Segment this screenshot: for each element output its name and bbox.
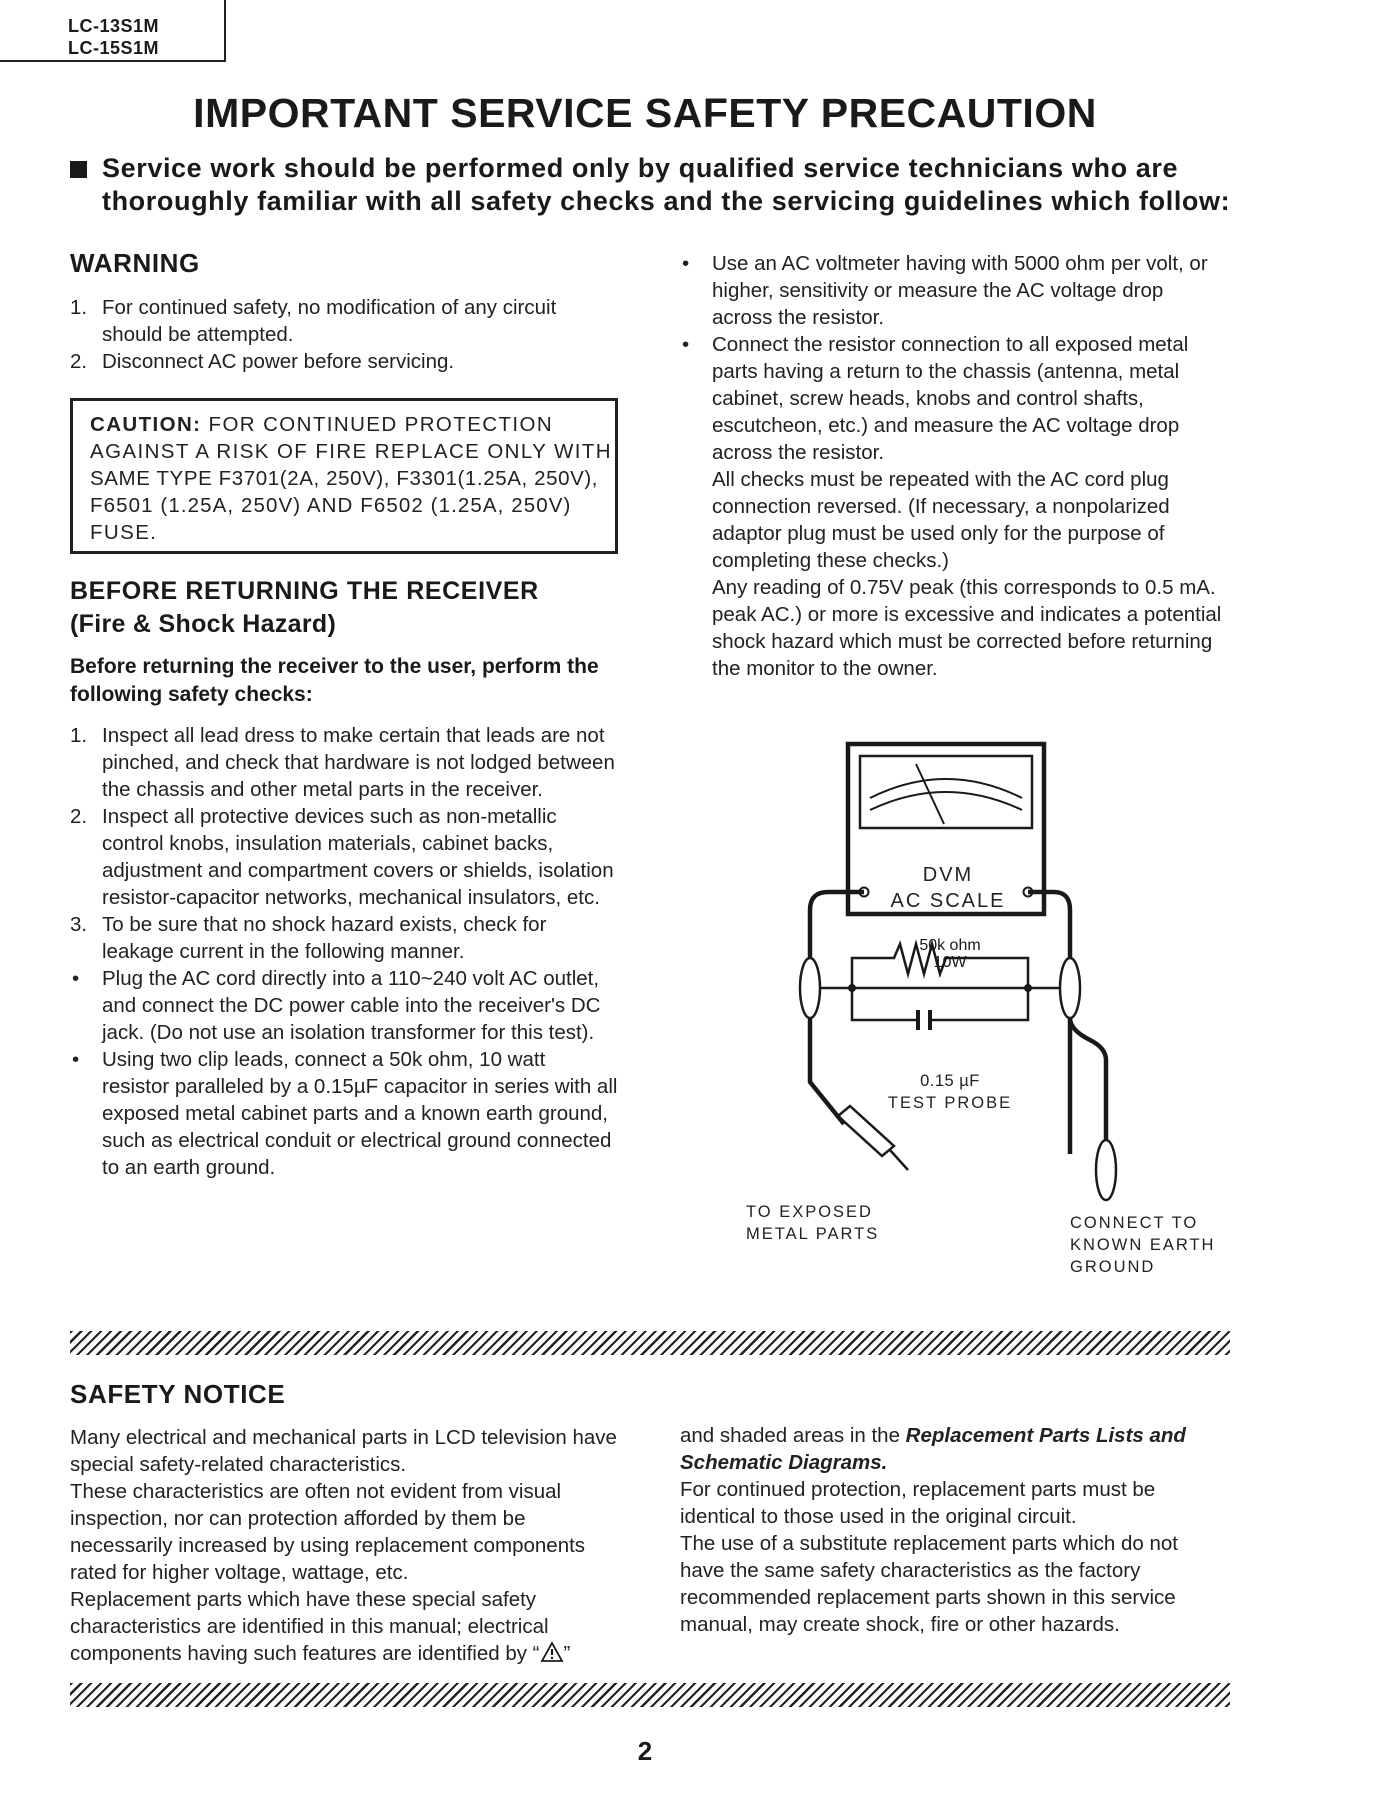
list-text: Connect the resistor connection to all exposed metal parts having a return to the chassis (antenna, metal cabinet, screw heads, knobs and control shafts, escutcheon, etc.) and measure the AC voltage drop across the resistor. [712,333,1189,464]
paragraph: All checks must be repeated with the AC cord plug connection reversed. (If necessary, a nonpolarized adaptor plug must be used only for the purpose of completing these checks.) [712,468,1170,572]
list-text: Disconnect AC power before servicing. [102,350,455,373]
page-title: IMPORTANT SERVICE SAFETY PRECAUTION [193,90,1097,136]
test-probe [838,1106,908,1170]
paragraph [70,1586,618,1667]
caution-line: F6501 (1.25A, 250V) AND F6502 (1.25A, 250V) [90,494,572,517]
hatch-divider-bottom [70,1683,1230,1707]
list-text: Inspect all protective devices such as non-metallic control knobs, insulation materials, cabinet backs, adjustment and compartment covers or shields, isolation resistor-capacitor networks, mechanical insulators, etc. [102,805,614,909]
exposed-metal-label-line-1: TO EXPOSED [746,1203,873,1221]
right-column-text [680,250,1228,682]
caution-line: FOR CONTINUED PROTECTION [208,413,554,436]
model-number-box [0,0,226,62]
bullet-icon: • [682,333,690,356]
closing-quote: ” [563,1642,571,1665]
safety-checks-intro: Before returning the receiver to the user, perform the following safety checks: [70,655,599,706]
model-number-2: LC-15S1M [68,38,160,58]
paragraph-text: and shaded areas in the [680,1424,906,1447]
list-text: For continued safety, no modification of any circuit should be attempted. [102,296,557,346]
before-returning-heading: BEFORE RETURNING THE RECEIVER [70,577,539,605]
list-item [70,965,618,1046]
list-item [70,294,618,348]
list-item [70,803,618,911]
list-text: Using two clip leads, connect a 50k ohm, 10 watt resistor paralleled by a 0.15µF capacitor in series with all exposed metal cabinet parts and a known earth ground, such as electrical conduit or electrical ground connected to an earth ground. [102,1048,618,1179]
warning-list [70,294,618,375]
safety-checks-list [70,722,618,1181]
square-bullet-icon [70,161,87,178]
list-item [70,1046,618,1181]
capacitor-label-line-1: 0.15 µF [920,1072,980,1090]
intro-line-2: thoroughly familiar with all safety checks and the servicing guidelines which follow: [102,186,1231,216]
paragraph: These characteristics are often not evident from visual inspection, nor can protection afforded by them be necessarily increased by using replacement components rated for higher voltage, wattage, etc. [70,1480,586,1584]
intro-line-1: Service work should be performed only by qualified service technicians who are [102,153,1179,183]
resistor-label [880,937,1020,971]
capacitor-label [870,1070,1030,1114]
list-number: 2. [70,350,88,373]
paragraph: For continued protection, replacement parts must be identical to those used in the original circuit. [680,1478,1156,1528]
paragraph [680,1422,1228,1476]
paragraph: Any reading of 0.75V peak (this corresponds to 0.5 mA. peak AC.) or more is excessive and indicates a potential shock hazard which must be corrected before returning the monitor to the owner. [712,576,1222,680]
list-number: 1. [70,296,88,319]
earth-ground-label [1070,1212,1215,1278]
exposed-metal-label-line-2: METAL PARTS [746,1225,880,1243]
list-item [70,722,618,803]
list-item [70,348,618,375]
dvm-label-line-2: AC SCALE [890,890,1006,912]
list-text: Use an AC voltmeter having with 5000 ohm per volt, or higher, sensitivity or measure the AC voltage drop across the resistor. [712,252,1208,329]
safety-notice-left-column [70,1424,618,1667]
caution-label: CAUTION: [90,413,202,436]
test-leads [810,892,1070,1154]
capacitor-label-line-2: TEST PROBE [887,1094,1013,1112]
list-text: Plug the AC cord directly into a 110~240 volt AC outlet, and connect the DC power cable into the receiver's DC jack. (Do not use an isolation transformer for this test). [102,967,601,1044]
resistor-label-line-1: 50k ohm [919,937,981,954]
bullet-icon: • [682,252,690,275]
list-text: Inspect all lead dress to make certain that leads are not pinched, and check that hardware is not lodged between the chassis and other metal parts in the receiver. [102,724,615,801]
list-item [70,911,618,965]
caution-box [70,398,618,554]
dvm-label [848,862,1048,914]
junction-dot [848,984,856,992]
earth-ground-label-line-3: GROUND [1070,1258,1156,1276]
junction-dot [1024,984,1032,992]
list-item [680,331,1228,466]
bullet-icon: • [72,1048,80,1071]
before-returning-subheading: (Fire & Shock Hazard) [70,610,337,638]
earth-ground-label-line-2: KNOWN EARTH [1070,1236,1216,1254]
list-number: 2. [70,805,88,828]
dvm-label-line-1: DVM [922,864,974,886]
list-number: 1. [70,724,88,747]
warning-heading: WARNING [70,248,200,278]
caution-line: FUSE. [90,521,158,544]
safety-notice-right-column [680,1422,1228,1638]
safety-notice-heading: SAFETY NOTICE [70,1379,286,1409]
paragraph: Many electrical and mechanical parts in LCD television have special safety-related characteristics. [70,1426,617,1476]
paragraph: The use of a substitute replacement parts which do not have the same safety characteristics as the factory recommended replacement parts shown in this service manual, may create shock, fire or other hazards. [680,1532,1178,1636]
caution-line: AGAINST A RISK OF FIRE REPLACE ONLY WITH [90,440,612,463]
list-item [680,250,1228,331]
list-number: 3. [70,913,88,936]
list-text: To be sure that no shock hazard exists, check for leakage current in the following manner. [102,913,547,963]
resistor-label-line-2: 10W [933,954,967,971]
page-number: 2 [637,1736,653,1766]
hatch-divider-top [70,1331,1230,1355]
earth-ground-lead [1070,1018,1106,1140]
earth-ground-label-line-1: CONNECT TO [1070,1214,1199,1232]
exposed-metal-label [746,1201,879,1245]
paragraph-text: Replacement parts which have these special safety characteristics are identified in this manual; electrical components having such features are identified by “ [70,1588,549,1665]
model-number-1: LC-13S1M [68,16,160,36]
bullet-icon: • [72,967,80,990]
caution-line: SAME TYPE F3701(2A, 250V), F3301(1.25A, 250V), [90,467,599,490]
warning-triangle-icon [540,1641,564,1663]
emphasized-reference: Replacement Parts Lists and Schematic Diagrams. [680,1424,1186,1474]
